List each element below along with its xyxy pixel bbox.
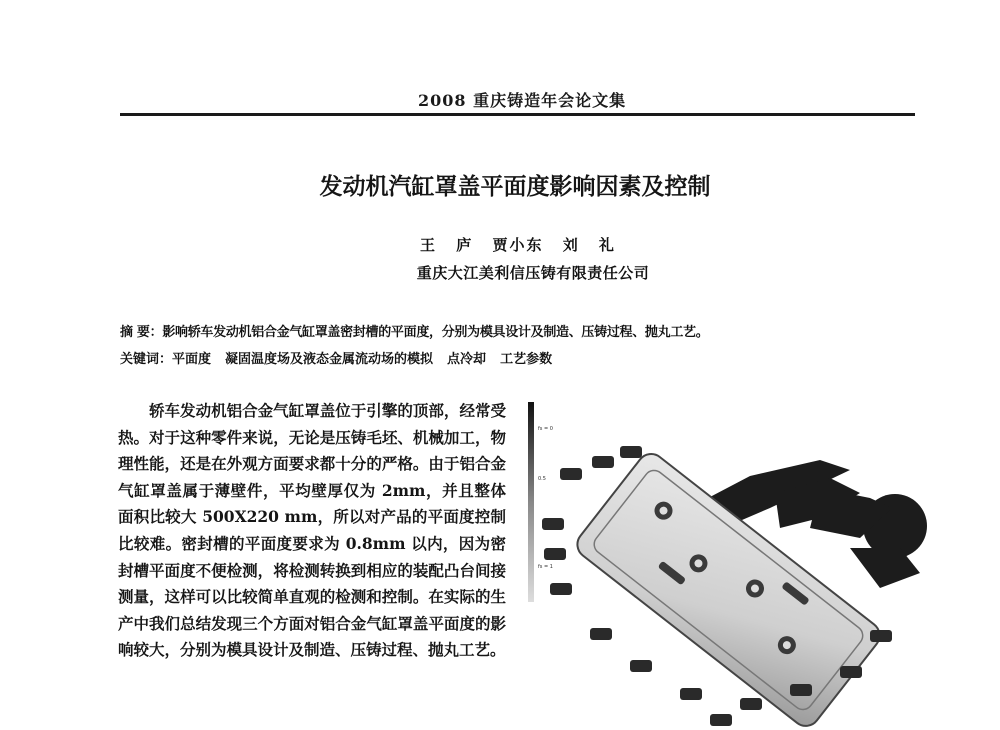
keywords-label: 关键词：	[120, 352, 173, 367]
keyword-item: 点冷却	[447, 352, 487, 367]
running-head: 2008 重庆铸造年会论文集	[418, 91, 627, 110]
legend-label-bottom: fs = 1	[538, 564, 553, 570]
cylinder-cover-render-icon	[520, 398, 940, 730]
affiliation: 重庆大江美利信压铸有限责任公司	[416, 264, 650, 282]
paper-title: 发动机汽缸罩盖平面度影响因素及控制	[319, 174, 711, 200]
authors: 王 庐 贾小东 刘 礼	[420, 236, 616, 254]
keyword-item: 工艺参数	[500, 352, 553, 367]
abstract-label: 摘 要：	[120, 325, 163, 340]
abstract-text: 影响轿车发动机铝合金气缸罩盖密封槽的平面度，分别为模具设计及制造、压铸过程、抛丸工艺。	[162, 325, 709, 340]
keywords	[120, 348, 910, 367]
legend-bar	[528, 402, 534, 602]
keyword-item: 凝固温度场及液态金属流动场的模拟	[225, 352, 434, 367]
header-rule	[120, 113, 915, 116]
legend-label-mid: 0.5	[538, 476, 546, 482]
body-paragraph: 轿车发动机铝合金气缸罩盖位于引擎的顶部，经常受热。对于这种零件来说，无论是压铸毛坯、机械加工，物理性能，还是在外观方面要求都十分的严格。由于铝合金气缸罩盖属于薄壁件，平均壁厚仅为 2mm，并且整体面积比较大 500X220 mm，所以对产品的平面度控制比较难。密封槽的平面度要求为 0.8mm 以内，因为密封槽平面度不便检测，将检测转换到相应的装配凸台间接测量，这样可以比较简单直观的检测和控制。在实际的生产中我们总结发现三个方面对铝合金气缸罩盖平面度的影响较大，分别为模具设计及制造、压铸过程、抛丸工艺。	[118, 401, 506, 660]
keyword-item: 平面度	[172, 352, 212, 367]
legend-label-top: fs = 0	[538, 426, 553, 432]
simulation-figure	[520, 398, 940, 730]
abstract	[120, 321, 910, 340]
